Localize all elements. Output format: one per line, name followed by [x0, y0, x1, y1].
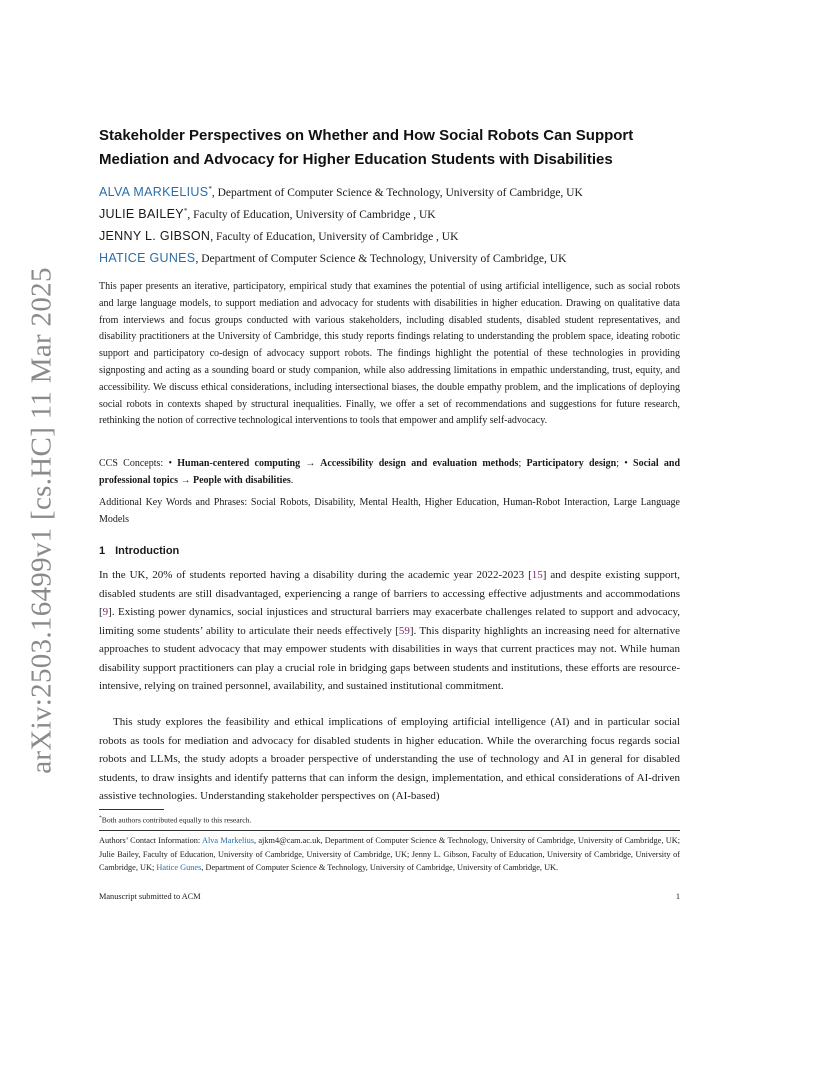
- author-name: JULIE BAILEY: [99, 207, 184, 221]
- footnote: [99, 813, 251, 826]
- author-entry: [99, 247, 680, 269]
- author-contact-link[interactable]: Alva Markelius: [201, 836, 255, 845]
- equal-contribution-mark: *: [183, 207, 188, 216]
- contact-text: , Department of Computer Science & Technology, University of Cambridge, University of Cambridge, UK.: [201, 863, 559, 872]
- author-entry: [99, 225, 680, 247]
- page-number: 1: [675, 892, 680, 901]
- body-text: In the UK, 20% of students reported having a disability during the academic year 2022-2023 [: [99, 569, 532, 581]
- body-text: ]. This disparity highlights an increasing need for alternative approaches to student advocacy that may empower students with disabilities in ways that current practices may not. While human disability support practitioners can play a crucial role in bridging gaps between students and institutions, these efforts are resource-intensive, relying on trained personnel, availability, and sustained institutional commitment.: [99, 624, 680, 692]
- author-affiliation: , Department of Computer Science & Technology, University of Cambridge, UK: [195, 253, 567, 265]
- contact-divider: [99, 830, 680, 831]
- section-heading: [99, 543, 179, 559]
- abstract: This paper presents an iterative, participatory, empirical study that examines the potential of using artificial intelligence, such as social robots and large language models, to support mediation and advocacy for students with disabilities in higher education. Drawing on qualitative data from interviews and focus groups conducted with various stakeholders, including disabled students, disabled student representatives, and disability practitioners at the University of Cambridge, this study reports findings relating to understanding the problem space, ideating robotic support and participatory co-design of advocacy support robots. The findings highlight the potential of these technologies in providing signposting and acting as a sounding board or study companion, while also addressing limitations in empathic understanding, trust, equity, and accessibility. We discuss ethical considerations, including intersectional biases, the double empathy problem, and the implications of deploying social robots in contexts shaped by structural inequalities. Finally, we offer a set of recommendations and suggestions for future research, rethinking the notion of corrective technological interventions to tools that empower and amplify self-advocacy.: [99, 281, 680, 427]
- author-name-link[interactable]: HATICE GUNES: [99, 251, 196, 265]
- author-name: JENNY L. GIBSON: [99, 229, 211, 243]
- contact-text: Authors’ Contact Information:: [99, 836, 202, 845]
- author-list: [99, 181, 680, 269]
- author-affiliation: , Department of Computer Science & Technology, University of Cambridge, UK: [211, 187, 583, 199]
- ccs-concept: Participatory design: [526, 458, 617, 469]
- ccs-concept: Social and professional topics → People with disabilities: [99, 458, 681, 486]
- intro-paragraph-2: This study explores the feasibility and ethical implications of employing artificial intelligence (AI) and in particular social robots as tools for mediation and advocacy for disabled students in higher education. While the overarching focus regards social robots and LLMs, the study adopts a broader perspective of understanding the use of technology and AI in general for disabled students, to draw insights and identify patterns that can inform the design, implementation, and ethical considerations of AI-driven assistive technologies. Understanding stakeholder perspectives on (AI-based): [99, 716, 680, 802]
- ccs-end: .: [290, 475, 294, 486]
- equal-contribution-mark: *: [208, 185, 212, 194]
- contact-information: [99, 834, 680, 875]
- arxiv-identifier: [12, 266, 72, 774]
- paper-title: Stakeholder Perspectives on Whether and How Social Robots Can Support Mediation and Advocacy for Higher Education Students with Disabilities: [99, 127, 634, 168]
- citation-link[interactable]: 15: [531, 569, 543, 581]
- citation-link[interactable]: 59: [398, 624, 410, 637]
- body-text: ]. Existing power dynamics, social injustices and structural barriers may exacerbate challenges related to support and advocacy, limiting some students’ ability to articulate their needs effectively [: [99, 606, 680, 637]
- ccs-label: CCS Concepts:: [99, 458, 169, 469]
- contact-text: , ajkm4@cam.ac.uk, Department of Computer Science & Technology, University of Cambridge, University of Cambridge, UK; Julie Bailey, Faculty of Education, University of Cambridge, University of Cambridge, UK; Jenny L. Gibson, Faculty of Education, University of Cambridge, University of Cambridge, UK;: [99, 836, 680, 872]
- ccs-separator: ;: [518, 458, 527, 469]
- ccs-bullet: •: [168, 458, 178, 469]
- author-affiliation: , Faculty of Education, University of Cambridge , UK: [187, 209, 436, 221]
- ccs-concept: Human-centered computing → Accessibility design and evaluation methods: [177, 458, 519, 469]
- intro-paragraph-1: [99, 566, 680, 696]
- ccs-concepts: [99, 455, 680, 489]
- footnote-mark: *: [99, 815, 102, 821]
- citation-link[interactable]: 9: [102, 606, 109, 618]
- section-title-text: Introduction: [115, 545, 180, 557]
- author-name-link[interactable]: ALVA MARKELIUS: [99, 185, 209, 199]
- section-number: 1: [99, 545, 106, 557]
- arxiv-identifier-text: arXiv:2503.16499v1 [cs.HC] 11 Mar 2025: [25, 266, 58, 774]
- manuscript-note: Manuscript submitted to ACM: [99, 892, 201, 901]
- keywords: Additional Key Words and Phrases: Social Robots, Disability, Mental Health, Higher Education, Human-Robot Interaction, Large Language Models: [99, 497, 680, 525]
- author-contact-link[interactable]: Hatice Gunes: [156, 863, 202, 872]
- author-entry: [99, 181, 680, 203]
- footnote-divider: [99, 809, 164, 810]
- author-entry: [99, 203, 680, 225]
- ccs-separator: ; •: [616, 458, 634, 469]
- author-affiliation: , Faculty of Education, University of Cambridge , UK: [210, 231, 459, 243]
- body-text: ] and despite existing support, disabled students are still disadvantaged, experiencing a range of barriers to accessing effective adjustments and accommodations [: [99, 569, 680, 618]
- footnote-text: Both authors contributed equally to this research.: [101, 815, 252, 825]
